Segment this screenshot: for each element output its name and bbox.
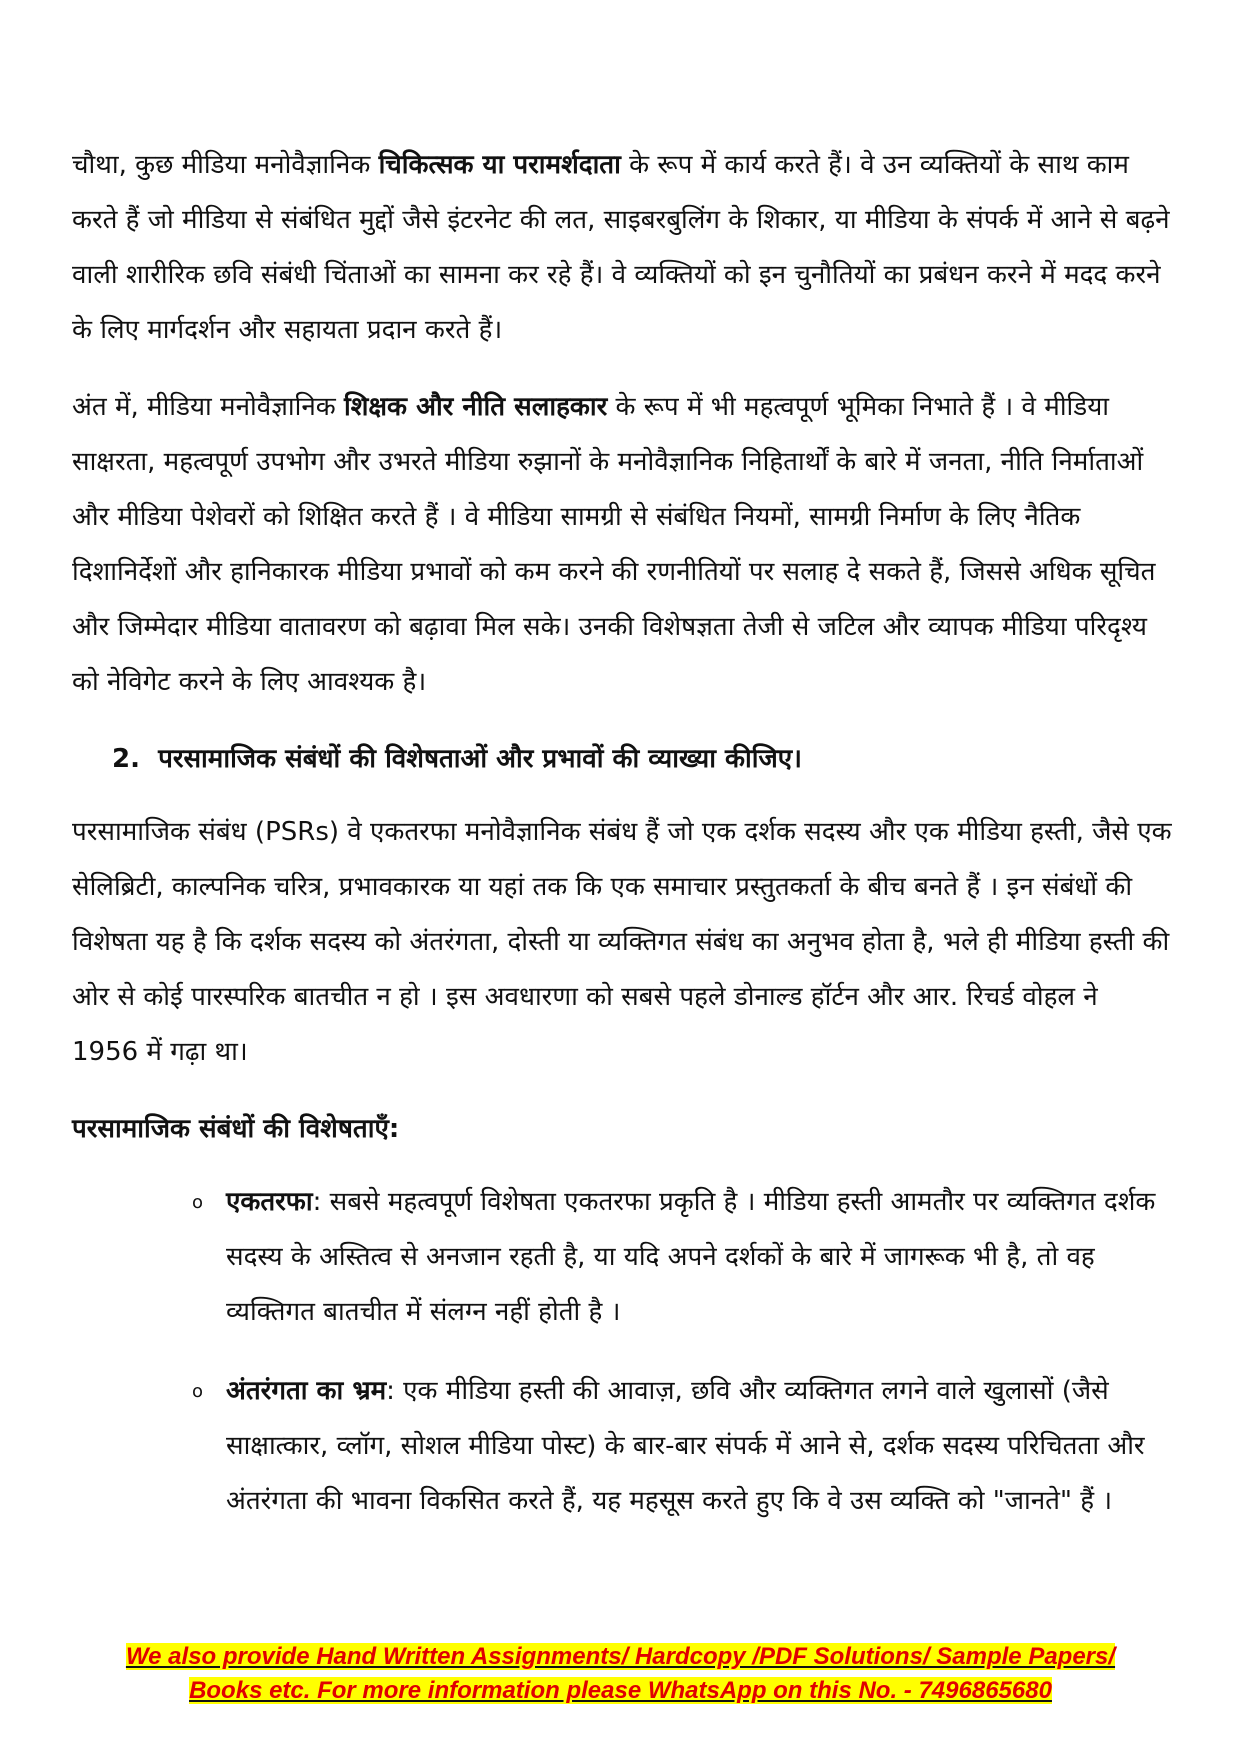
bullet-circle-icon: o	[192, 1192, 204, 1213]
feature-text: : एक मीडिया हस्ती की आवाज़, छवि और व्यक्तिगत लगने वाले खुलासों (जैसे साक्षात्कार, व्लॉग, सोशल मीडिया पोस्ट) के बार-बार संपर्क में आने से, दर्शक सदस्य परिचितता और अंतरंगता की भावना विकसित करते हैं, यह महसूस करते हुए कि वे उस व्यक्ति को "जानते" हैं ।	[226, 1376, 1145, 1516]
footer-notice	[0, 1640, 1241, 1708]
bullet-circle-icon: o	[192, 1381, 204, 1402]
footer-line-1: We also provide Hand Written Assignments/ Hardcopy /PDF Solutions/ Sample Papers/	[125, 1643, 1116, 1670]
document-body	[72, 138, 1172, 1553]
paragraph-text: के रूप में कार्य करते हैं। वे उन व्यक्तियों के साथ काम करते हैं जो मीडिया से संबंधित मुद्दों जैसे इंटरनेट की लत, साइबरबुलिंग के शिकार, या मीडिया के संपर्क में आने से बढ़ने वाली शारीरिक छवि संबंधी चिंताओं का सामना कर रहे हैं। वे व्यक्तियों को इन चुनौतियों का प्रबंधन करने में मदद करने के लिए मार्गदर्शन और सहायता प्रदान करते हैं।	[72, 150, 1170, 345]
features-list	[72, 1175, 1172, 1529]
features-heading: परसामाजिक संबंधों की विशेषताएँ:	[72, 1114, 400, 1144]
answer-paragraph: परसामाजिक संबंध (PSRs) वे एकतरफा मनोवैज्ञानिक संबंध हैं जो एक दर्शक सदस्य और एक मीडिया हस्ती, जैसे एक सेलिब्रिटी, काल्पनिक चरित्र, प्रभावकारक या यहां तक कि एक समाचार प्रस्तुतकर्ता के बीच बनते हैं । इन संबंधों की विशेषता यह है कि दर्शक सदस्य को अंतरंगता, दोस्ती या व्यक्तिगत संबंध का अनुभव होता है, भले ही मीडिया हस्ती की ओर से कोई पारस्परिक बातचीत न हो । इस अवधारणा को सबसे पहले डोनाल्ड हॉर्टन और आर. रिचर्ड वोहल ने 1956 में गढ़ा था।	[72, 817, 1172, 1067]
footer-line-2: Books etc. For more information please WhatsApp on this No. - 7496865680	[189, 1677, 1052, 1704]
question-heading	[112, 732, 1172, 787]
bold-term: शिक्षक और नीति सलाहकार	[344, 392, 608, 422]
question-number: 2.	[112, 744, 140, 774]
feature-text: : सबसे महत्वपूर्ण विशेषता एकतरफा प्रकृति है । मीडिया हस्ती आमतौर पर व्यक्तिगत दर्शक सदस्य के अस्तित्व से अनजान रहती है, या यदि अपने दर्शकों के बारे में जागरूक भी है, तो वह व्यक्तिगत बातचीत में संलग्न नहीं होती है ।	[226, 1187, 1156, 1327]
feature-title: अंतरंगता का भ्रम	[226, 1376, 387, 1406]
question-text: परसामाजिक संबंधों की विशेषताओं और प्रभावों की व्याख्या कीजिए।	[158, 744, 802, 774]
bold-term: चिकित्सक या परामर्शदाता	[378, 150, 621, 180]
paragraph-counselor-role	[72, 138, 1172, 358]
paragraph-text: अंत में, मीडिया मनोवैज्ञानिक	[72, 392, 344, 422]
paragraph-text: के रूप में भी महत्वपूर्ण भूमिका निभाते हैं । वे मीडिया साक्षरता, महत्वपूर्ण उपभोग और उभरते मीडिया रुझानों के मनोवैज्ञानिक निहितार्थों के बारे में जनता, नीति निर्माताओं और मीडिया पेशेवरों को शिक्षित करते हैं । वे मीडिया सामग्री से संबंधित नियमों, सामग्री निर्माण के लिए नैतिक दिशानिर्देशों और हानिकारक मीडिया प्रभावों को कम करने की रणनीतियों पर सलाह दे सकते हैं, जिससे अधिक सूचित और जिम्मेदार मीडिया वातावरण को बढ़ावा मिल सके। उनकी विशेषज्ञता तेजी से जटिल और व्यापक मीडिया परिदृश्य को नेविगेट करने के लिए आवश्यक है।	[72, 392, 1156, 697]
list-item	[192, 1364, 1172, 1529]
feature-title: एकतरफा	[226, 1187, 313, 1217]
paragraph-educator-role	[72, 380, 1172, 710]
list-item	[192, 1175, 1172, 1340]
paragraph-text: चौथा, कुछ मीडिया मनोवैज्ञानिक	[72, 150, 379, 180]
